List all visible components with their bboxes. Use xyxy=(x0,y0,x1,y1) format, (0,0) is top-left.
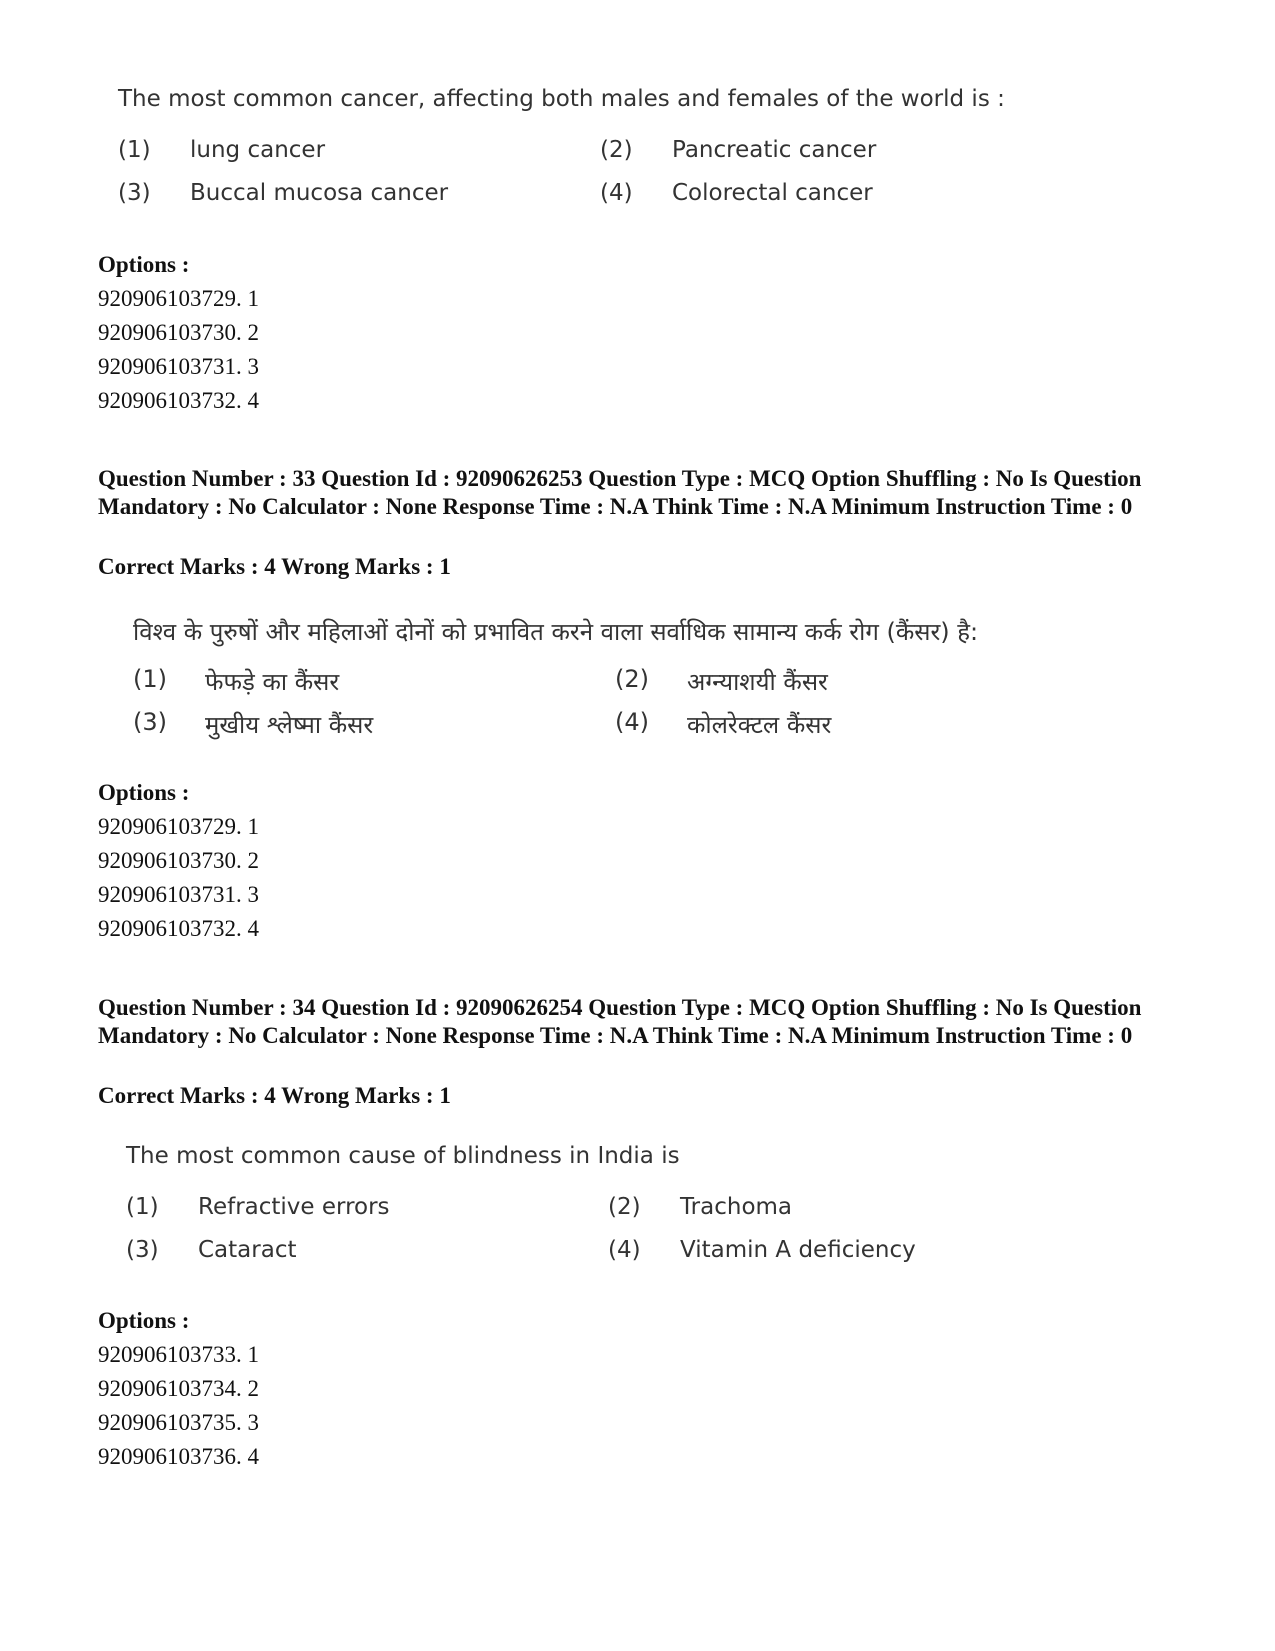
choice-text: Cataract xyxy=(198,1237,297,1263)
option-id-row: 920906103733. 1 xyxy=(98,1342,259,1367)
question-stem: The most common cause of blindness in India is xyxy=(126,1143,680,1169)
choice-number: (2) xyxy=(608,1194,641,1220)
choice-number: (1) xyxy=(126,1194,159,1220)
question-33-header: Question Number : 33 Question Id : 92090626253 Question Type : MCQ Option Shuffling : No Is Question Mandatory : No Calculator : None Response Time : N.A Think Time : N.A Minimum Instruction Time : 0 xyxy=(98,466,1142,519)
option-id-row: 920906103734. 2 xyxy=(98,1376,259,1401)
choice-number: (2) xyxy=(615,665,649,693)
choice-number: (3) xyxy=(126,1237,159,1263)
option-id-row: 920906103729. 1 xyxy=(98,286,259,311)
choice-text: Trachoma xyxy=(680,1194,793,1220)
choice-number: (2) xyxy=(600,137,633,163)
options-label: Options : xyxy=(98,780,190,805)
option-id-row: 920906103729. 1 xyxy=(98,814,259,839)
choice-text: Buccal mucosa cancer xyxy=(190,180,449,206)
choice-number: (4) xyxy=(615,708,649,736)
option-id-row: 920906103730. 2 xyxy=(98,848,259,873)
choice-text: Colorectal cancer xyxy=(672,180,873,206)
option-id-row: 920906103735. 3 xyxy=(98,1410,259,1435)
question-33-marks: Correct Marks : 4 Wrong Marks : 1 xyxy=(98,554,451,579)
option-id-row: 920906103730. 2 xyxy=(98,320,259,345)
choice-text: lung cancer xyxy=(190,137,326,163)
question-stem: विश्व के पुरुषों और महिलाओं दोनों को प्रभावित करने वाला सर्वाधिक सामान्य कर्क रोग (कैंसर) है: xyxy=(133,618,979,646)
choice-text: कोलरेक्टल कैंसर xyxy=(687,711,832,739)
choice-number: (4) xyxy=(608,1237,641,1263)
question-34-header: Question Number : 34 Question Id : 92090626254 Question Type : MCQ Option Shuffling : No Is Question Mandatory : No Calculator : None Response Time : N.A Think Time : N.A Minimum Instruction Time : 0 xyxy=(98,995,1142,1048)
choice-text: Refractive errors xyxy=(198,1194,390,1220)
choice-number: (3) xyxy=(133,708,167,736)
option-id-row: 920906103736. 4 xyxy=(98,1444,259,1469)
options-list xyxy=(98,776,259,946)
choice-number: (4) xyxy=(600,180,633,206)
choice-number: (1) xyxy=(133,665,167,693)
choice-text: Pancreatic cancer xyxy=(672,137,877,163)
choice-number: (3) xyxy=(118,180,151,206)
option-id-row: 920906103732. 4 xyxy=(98,388,259,413)
options-list xyxy=(98,1304,259,1474)
choice-text: Vitamin A deficiency xyxy=(680,1237,916,1263)
options-label: Options : xyxy=(98,1308,190,1333)
option-id-row: 920906103732. 4 xyxy=(98,916,259,941)
options-list xyxy=(98,248,259,418)
choice-text: मुखीय श्लेष्मा कैंसर xyxy=(205,711,374,739)
question-stem: The most common cancer, affecting both males and females of the world is : xyxy=(118,86,1005,112)
options-label: Options : xyxy=(98,252,190,277)
choice-text: फेफड़े का कैंसर xyxy=(205,668,340,696)
option-id-row: 920906103731. 3 xyxy=(98,354,259,379)
choice-number: (1) xyxy=(118,137,151,163)
choice-text: अग्न्याशयी कैंसर xyxy=(687,668,828,696)
question-34-marks: Correct Marks : 4 Wrong Marks : 1 xyxy=(98,1083,451,1108)
option-id-row: 920906103731. 3 xyxy=(98,882,259,907)
